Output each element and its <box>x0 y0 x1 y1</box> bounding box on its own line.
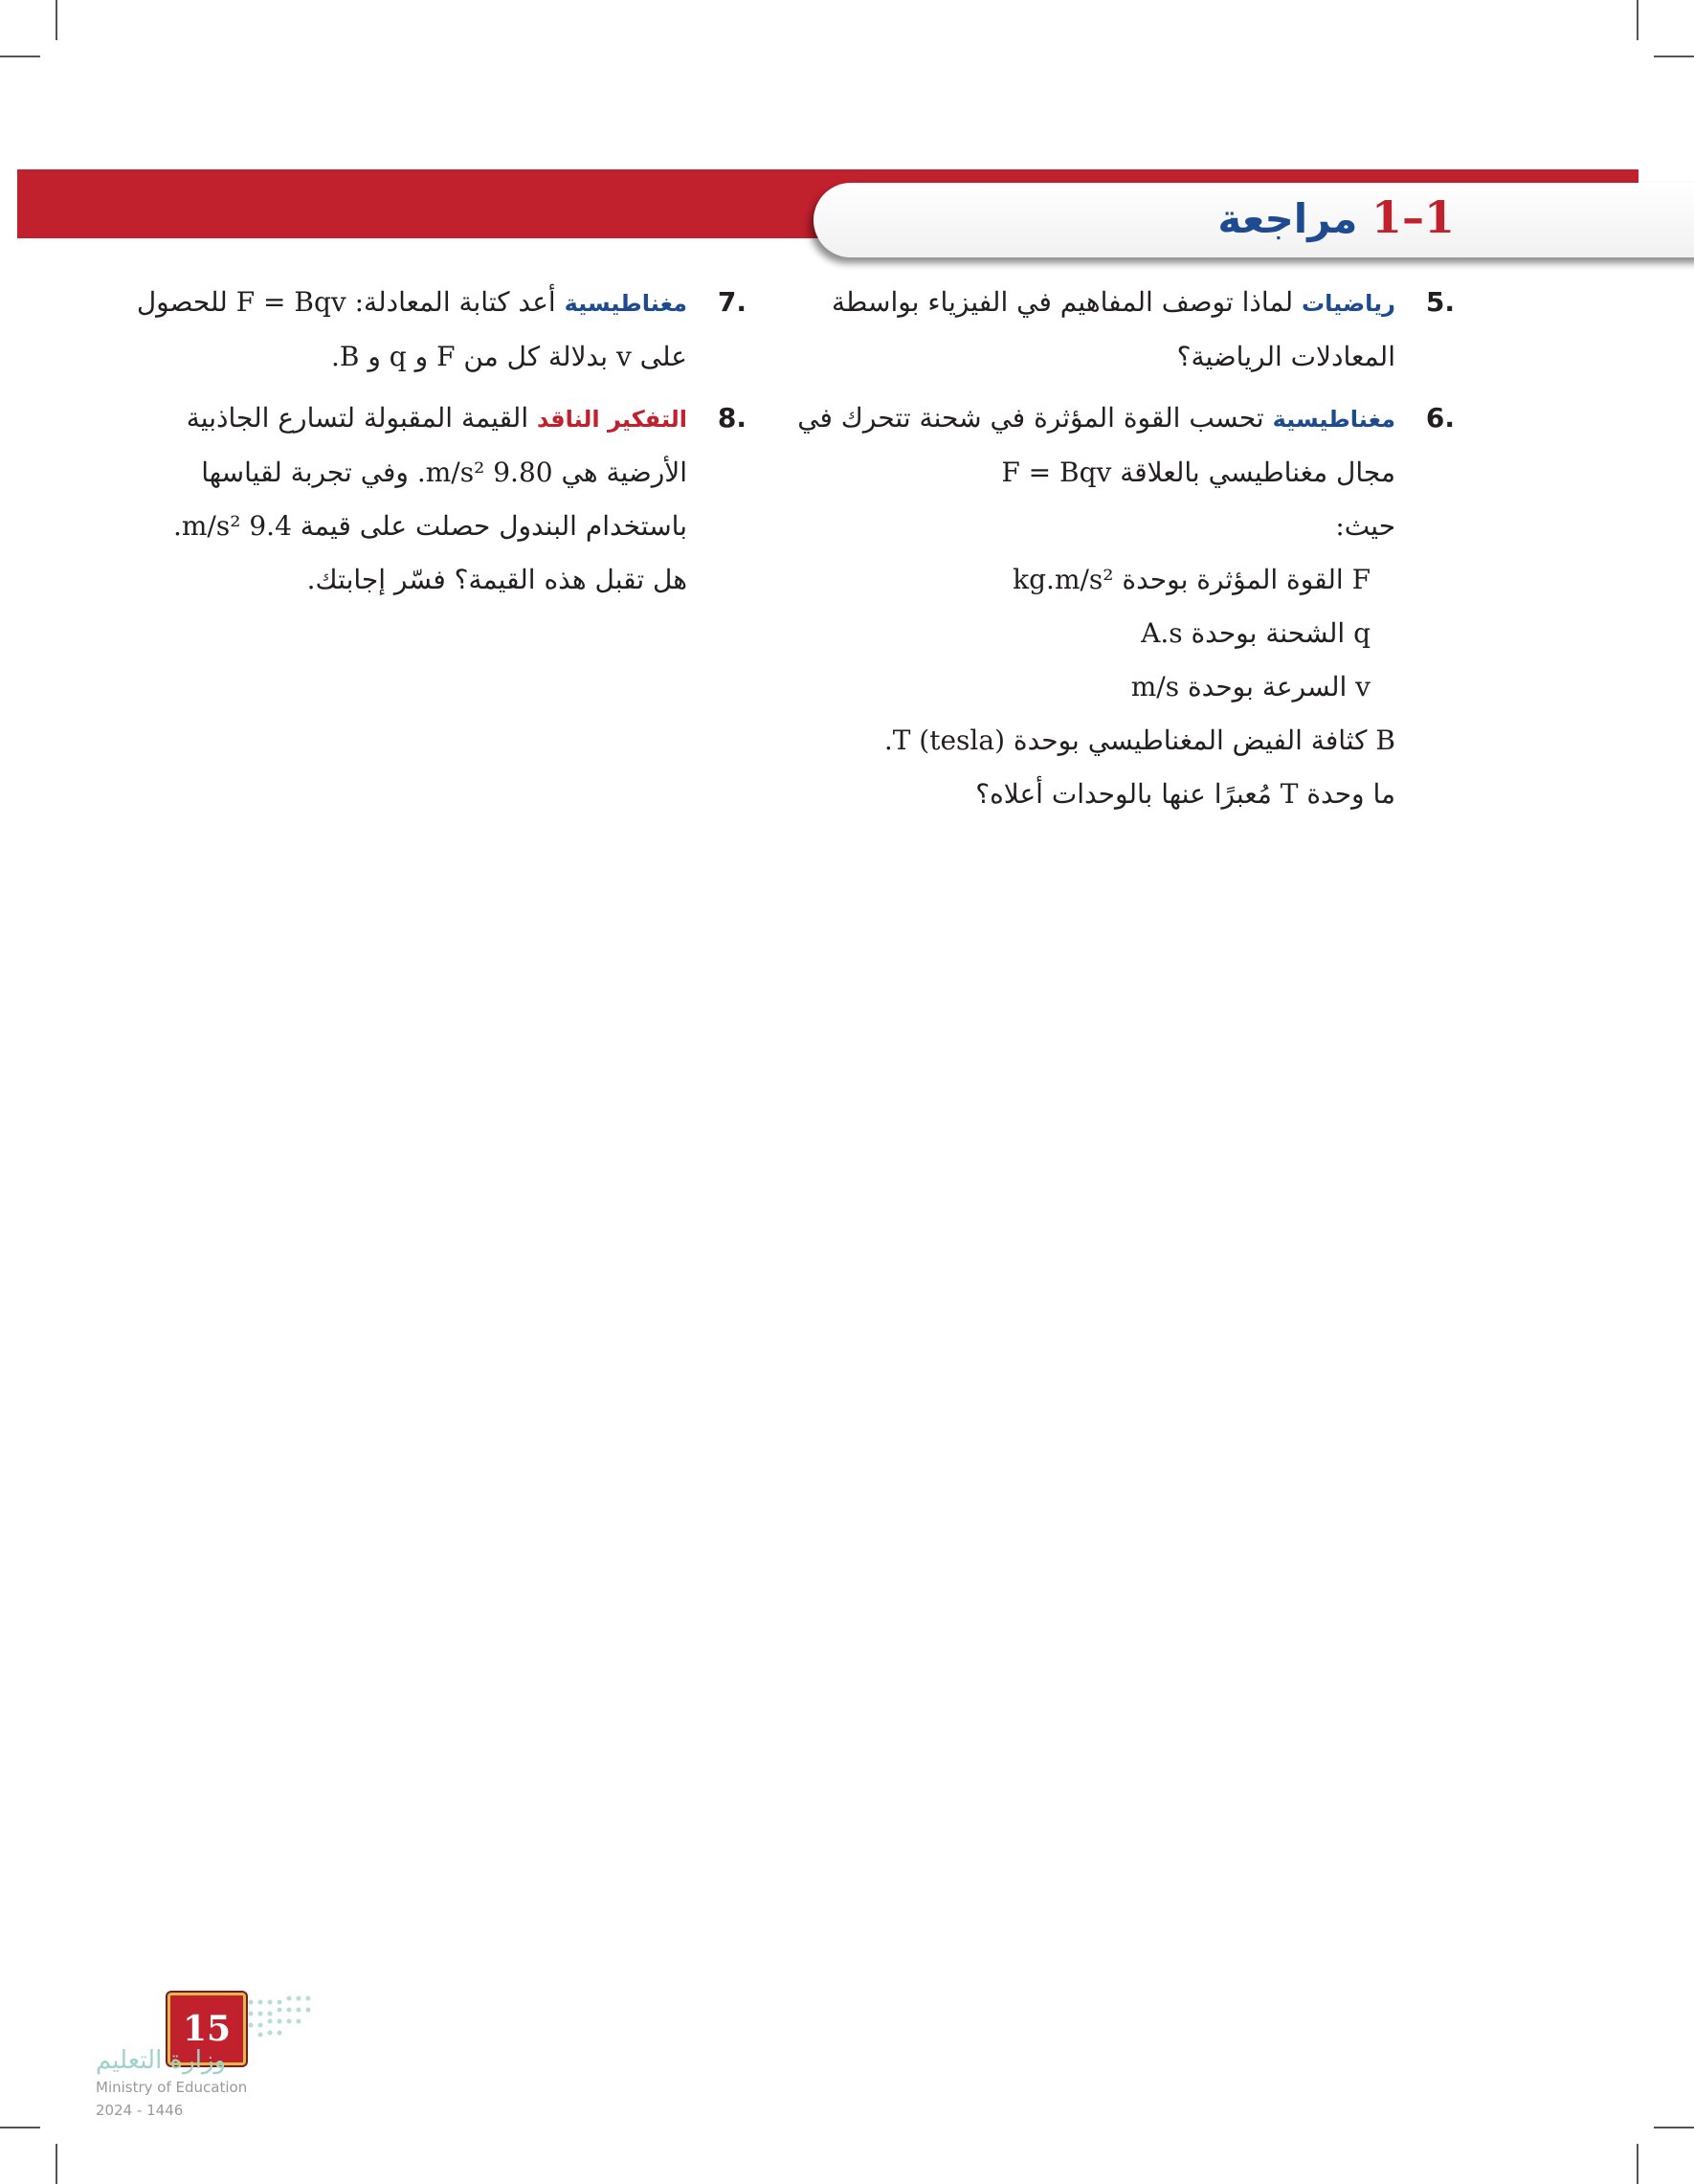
question-keyword: مغناطيسية <box>1272 406 1395 433</box>
crop-mark <box>1654 2127 1694 2128</box>
question-number: .8 <box>717 402 747 434</box>
right-column <box>797 276 1455 829</box>
question-text: المعادلات الرياضية؟ <box>1176 341 1395 372</box>
question-text: ما وحدة T مُعبرًا عنها بالوحدات أعلاه؟ <box>975 778 1395 810</box>
question-text: أعد كتابة المعادلة: F = Bqv للحصول <box>136 286 556 318</box>
ministry-logo-year: 2024 - 1446 <box>96 2102 184 2119</box>
left-column <box>136 276 747 614</box>
section-title <box>1217 191 1455 243</box>
question-text: باستخدام البندول حصلت على قيمة 9.4 m/s². <box>172 510 687 542</box>
question-number: .7 <box>717 286 747 318</box>
question-5 <box>832 276 1455 384</box>
question-keyword: رياضيات <box>1302 290 1395 317</box>
crop-mark <box>1637 0 1638 40</box>
definition-line: B كثافة الفيض المغناطيسي بوحدة (tesla) T. <box>883 724 1395 756</box>
question-number: .6 <box>1425 402 1455 434</box>
question-text: القيمة المقبولة لتسارع الجاذبية <box>186 402 529 434</box>
crop-mark <box>0 2127 40 2128</box>
question-number: .5 <box>1425 286 1455 318</box>
section-number: 1–1 <box>1371 191 1455 243</box>
question-where: حيث: <box>1335 510 1395 542</box>
question-keyword: مغناطيسية <box>564 290 687 317</box>
question-text: هل تقبل هذه القيمة؟ فسّر إجابتك. <box>306 564 687 595</box>
question-line <box>797 391 1395 446</box>
question-text: لماذا توصف المفاهيم في الفيزياء بواسطة <box>832 286 1294 318</box>
question-7 <box>136 276 747 384</box>
question-line <box>832 276 1395 330</box>
question-text: على v بدلالة كل من F و q و B. <box>330 341 687 372</box>
crop-mark <box>56 0 57 40</box>
question-text: مجال مغناطيسي بالعلاقة F = Bqv <box>1001 457 1395 488</box>
ministry-logo-arabic: وزارة التعليم <box>96 2046 227 2075</box>
definition-line: v السرعة بوحدة m/s <box>1130 671 1371 702</box>
question-line <box>136 276 687 330</box>
definition-line: F القوة المؤثرة بوحدة kg.m/s² <box>1013 564 1371 595</box>
question-text: تحسب القوة المؤثرة في شحنة تتحرك في <box>797 402 1264 434</box>
question-8 <box>172 391 747 607</box>
ministry-dots-icon <box>245 1993 316 2040</box>
page-number: 15 <box>182 2009 232 2049</box>
crop-mark <box>1654 56 1694 57</box>
definition-line: q الشحنة بوحدة A.s <box>1141 617 1371 649</box>
ministry-logo-english: Ministry of Education <box>96 2079 248 2096</box>
question-6 <box>797 391 1455 821</box>
section-title-text: مراجعة <box>1217 195 1358 242</box>
crop-mark <box>0 56 40 57</box>
question-text: الأرضية هي 9.80 m/s². وفي تجربة لقياسها <box>201 457 687 488</box>
crop-mark <box>1637 2144 1638 2184</box>
question-line <box>180 391 687 446</box>
crop-mark <box>56 2144 57 2184</box>
question-keyword: التفكير الناقد <box>537 406 687 433</box>
